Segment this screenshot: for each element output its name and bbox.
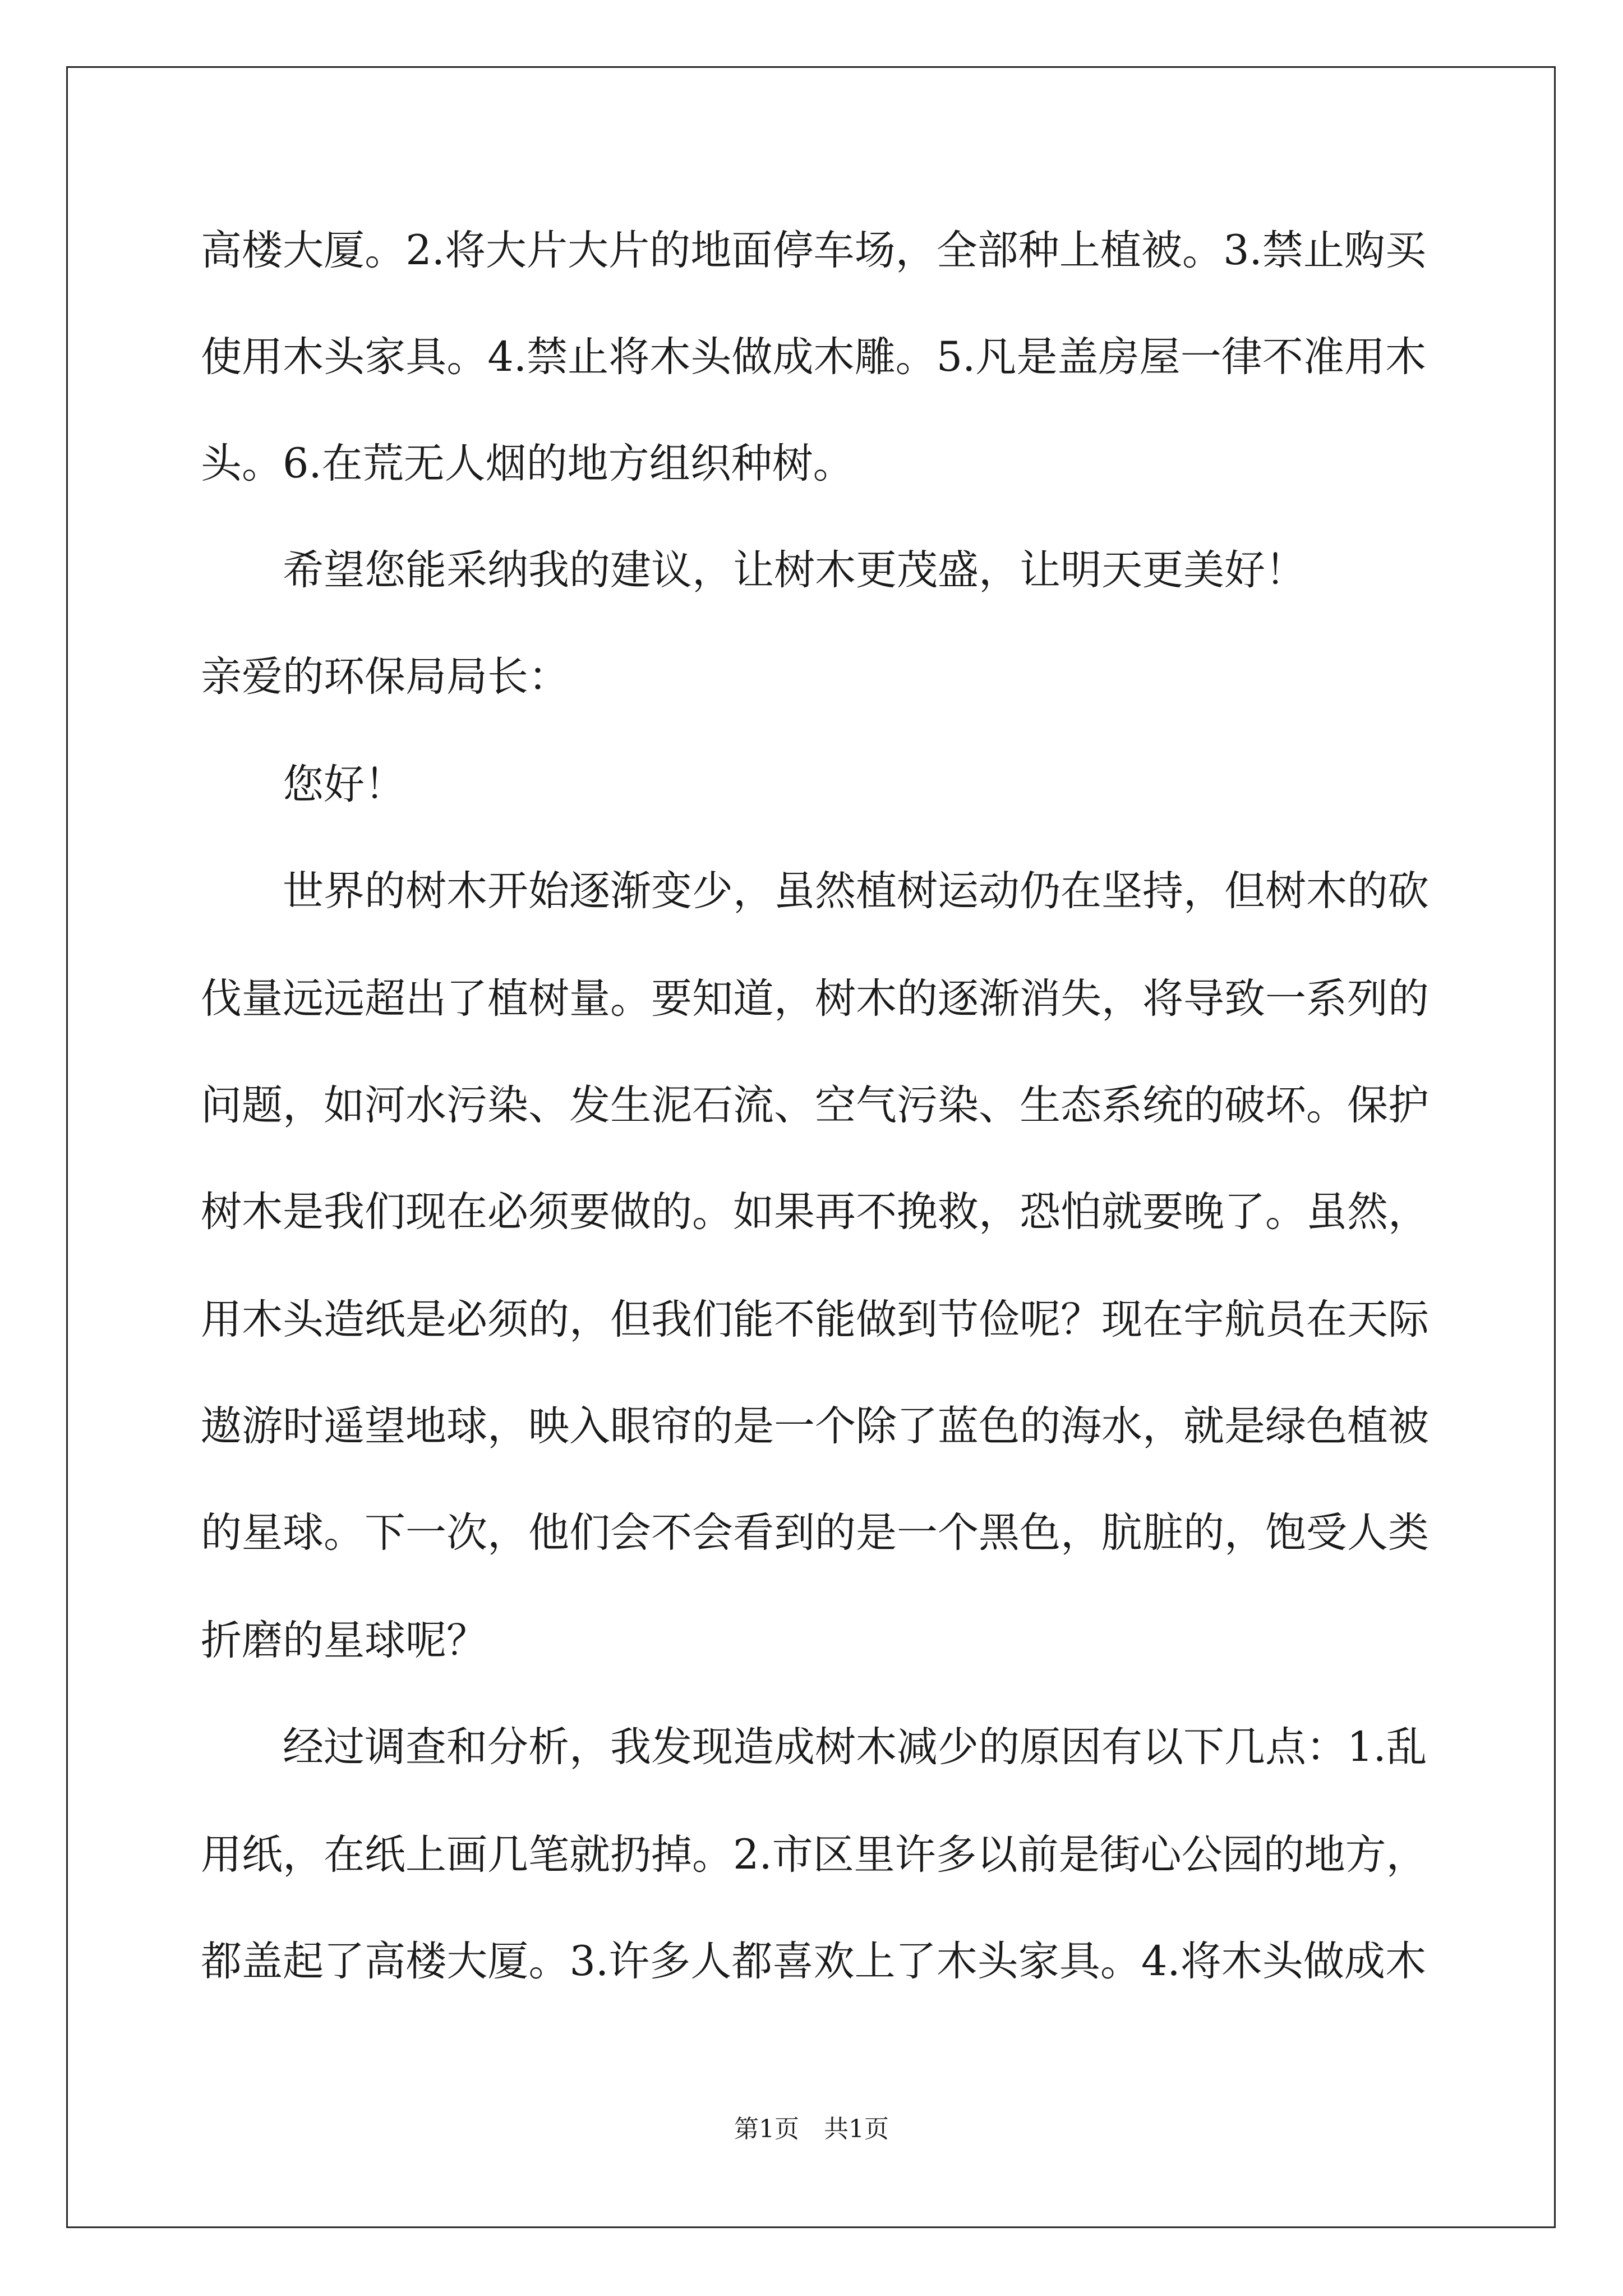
text-line-2: 使用木头家具。4.禁止将木头做成木雕。5.凡是盖房屋一律不准用木 — [201, 333, 1426, 381]
text-line-7: 世界的树木开始逐渐变少，虽然植树运动仍在坚持，但树木的砍 — [283, 867, 1429, 915]
text-line-13: 的星球。下一次，他们会不会看到的是一个黑色，肮脏的，饱受人类 — [201, 1509, 1429, 1557]
text-line-4: 希望您能采纳我的建议，让树木更茂盛，让明天更美好！ — [283, 546, 1306, 594]
document-body — [201, 0, 1429, 2076]
text-line-12: 遨游时遥望地球，映入眼帘的是一个除了蓝色的海水，就是绿色植被 — [201, 1402, 1429, 1450]
text-line-1: 高楼大厦。2.将大片大片的地面停车场，全部种上植被。3.禁止购买 — [201, 227, 1426, 274]
text-line-8: 伐量远远超出了植树量。要知道，树木的逐渐消失，将导致一系列的 — [201, 975, 1429, 1023]
salutation: 亲爱的环保局局长： — [201, 653, 569, 701]
greeting: 您好！ — [283, 761, 405, 808]
text-line-10: 树木是我们现在必须要做的。如果再不挽救，恐怕就要晚了。虽然， — [201, 1188, 1429, 1236]
text-line-16: 用纸，在纸上画几笔就扔掉。2.市区里许多以前是街心公园的地方， — [201, 1831, 1427, 1879]
text-line-11: 用木头造纸是必须的，但我们能不能做到节俭呢？现在宇航员在天际 — [201, 1296, 1429, 1343]
page-footer: 第1页 共1页 — [734, 2115, 889, 2143]
text-line-3: 头。6.在荒无人烟的地方组织种树。 — [201, 440, 854, 487]
text-line-15: 经过调查和分析，我发现造成树木减少的原因有以下几点：1.乱 — [283, 1723, 1427, 1771]
text-line-17: 都盖起了高楼大厦。3.许多人都喜欢上了木头家具。4.将木头做成木 — [201, 1938, 1426, 1985]
text-line-9: 问题，如河水污染、发生泥石流、空气污染、生态系统的破坏。保护 — [201, 1082, 1429, 1129]
text-line-14: 折磨的星球呢？ — [201, 1617, 487, 1664]
